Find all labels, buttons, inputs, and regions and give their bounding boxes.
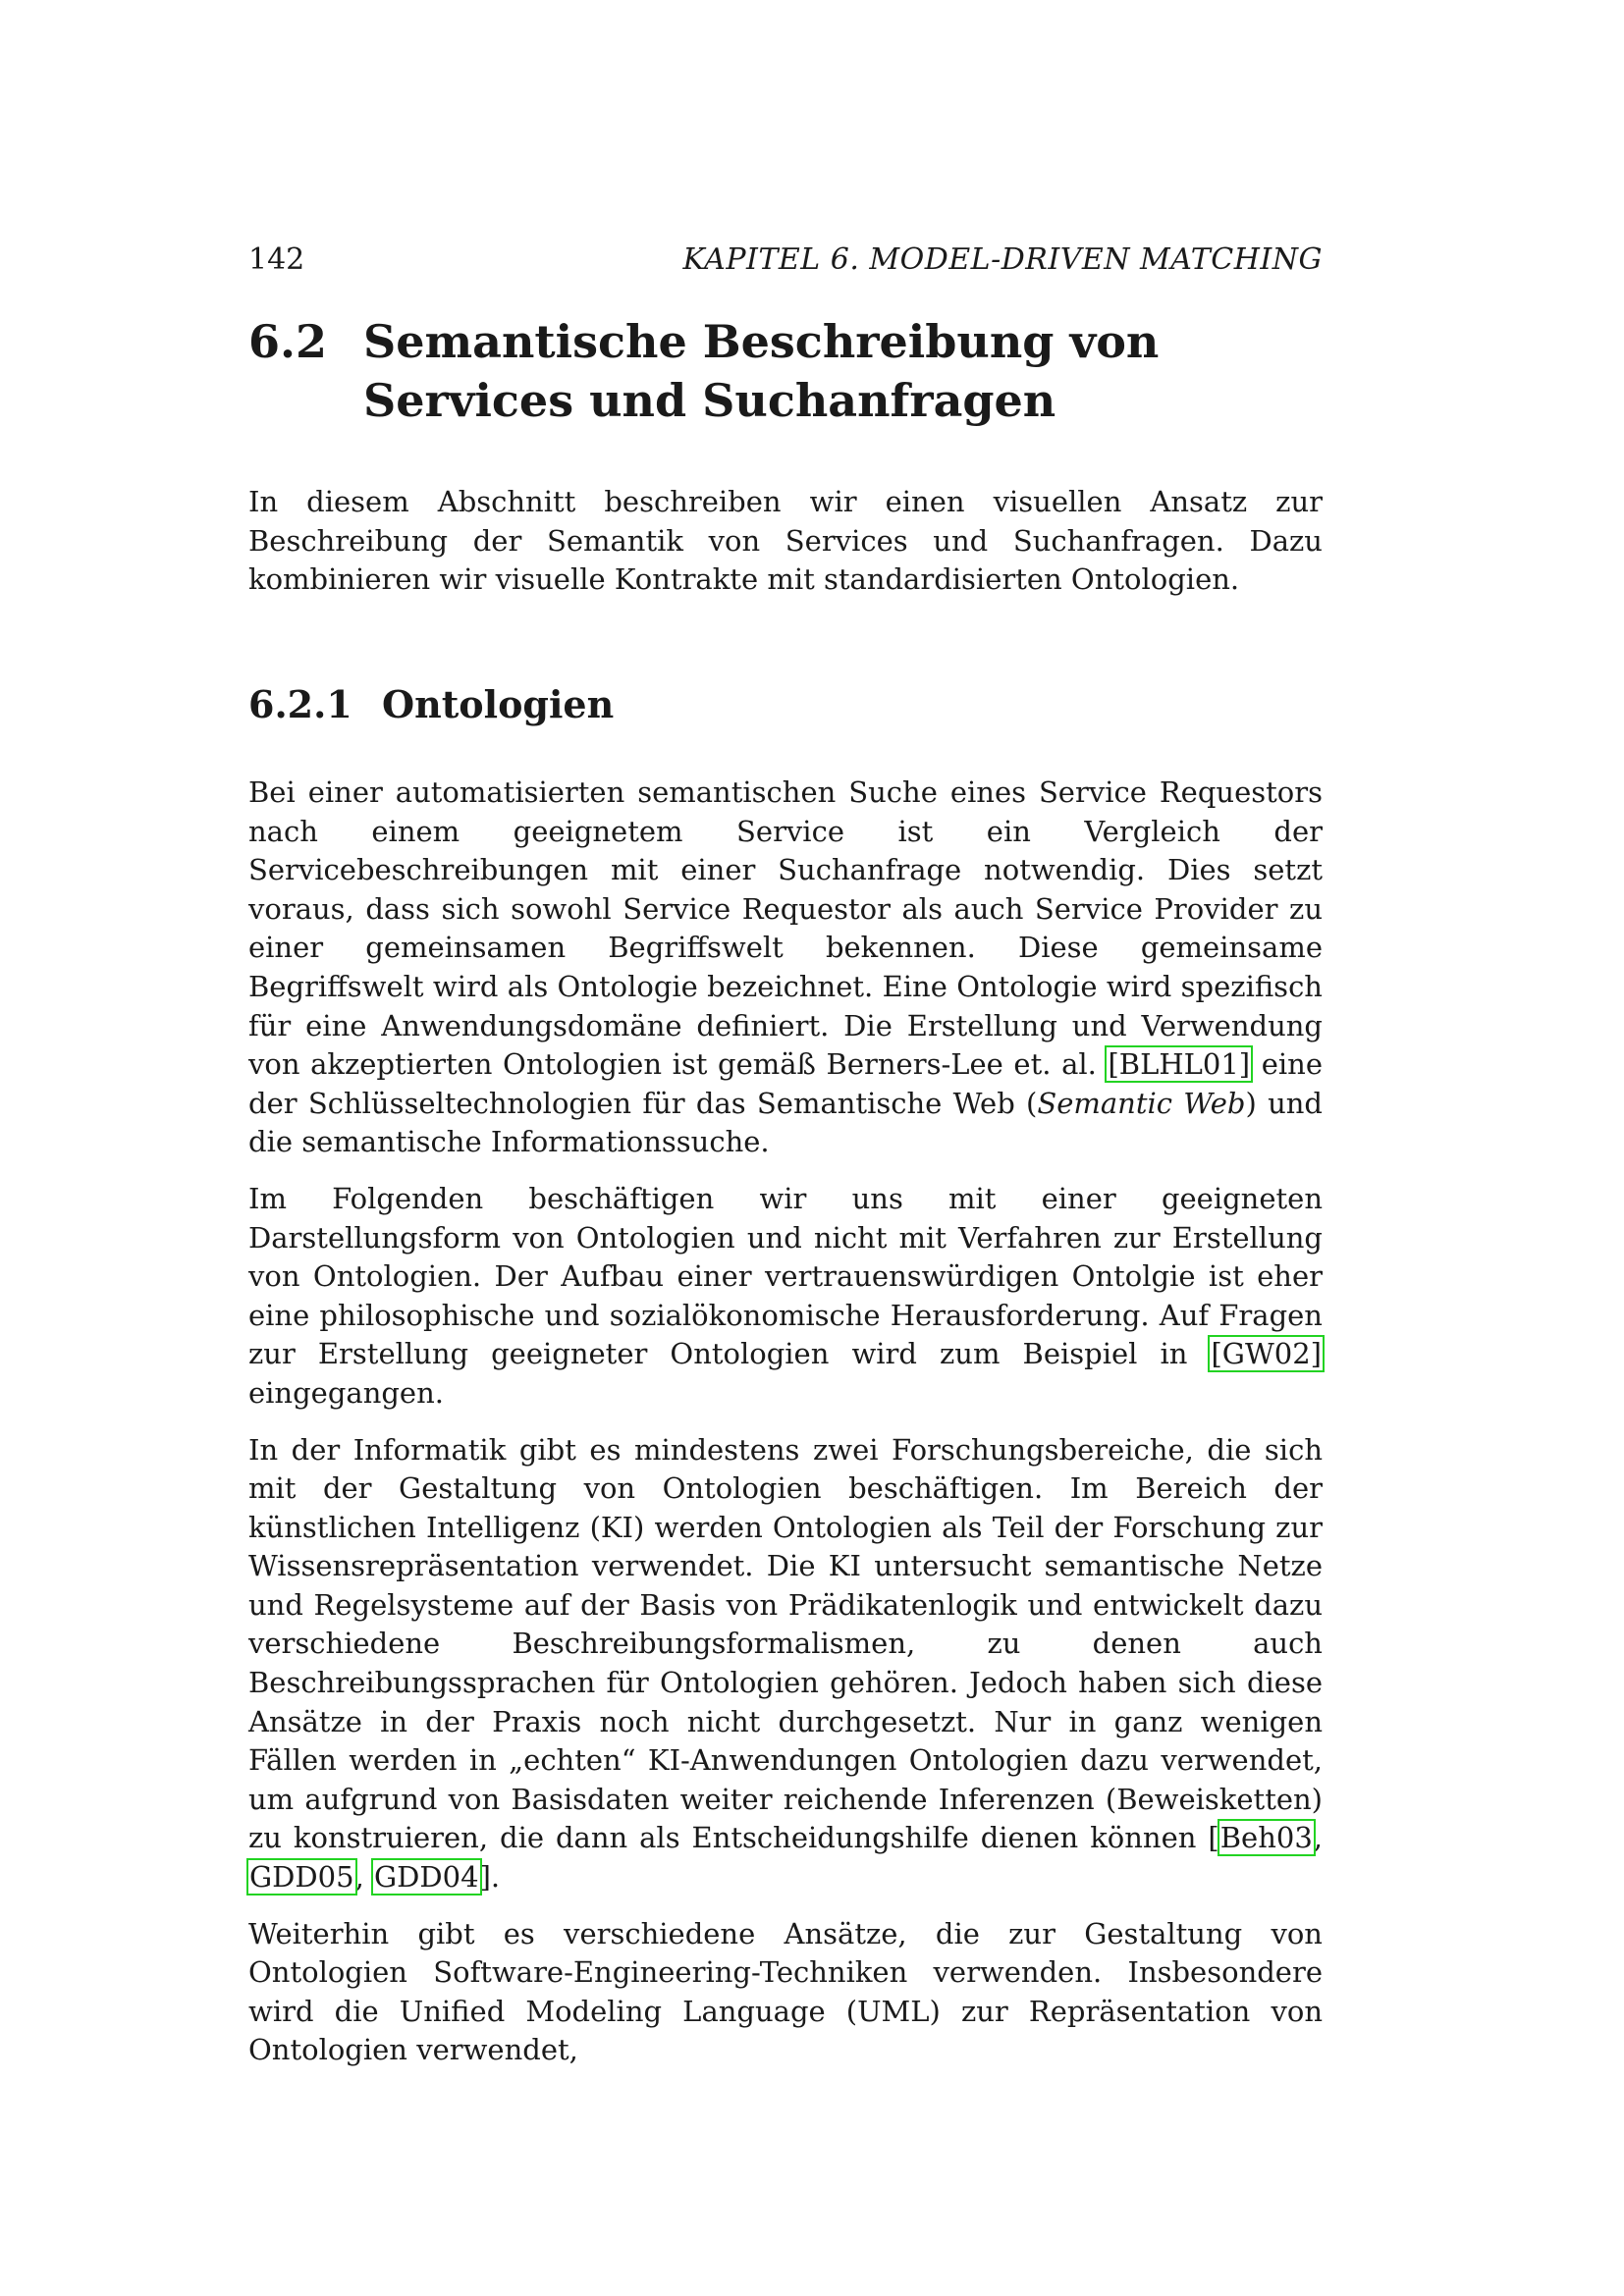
running-head (248, 240, 1323, 280)
citation-link[interactable]: [BLHL01] (1108, 1047, 1251, 1082)
citation-link[interactable]: [GW02] (1211, 1337, 1322, 1371)
section-title: Semantische Beschreibung von Services und Suchanfragen (363, 315, 1160, 427)
section-intro (248, 483, 1323, 617)
section-number: 6.2 (248, 315, 328, 368)
citation-separator: , (354, 1860, 374, 1895)
paragraph-text: Weiterhin gibt es verschiedene Ansätze, die zur Gestaltung von Ontologien Software-Engineering-Techniken verwenden. Insbesondere wird die Unified Modeling Language (UML) zur Repräsentation von Ontologien verwendet, (248, 1916, 1323, 2067)
citation-link[interactable]: GDD05 (249, 1860, 354, 1895)
citation-link[interactable]: GDD04 (374, 1860, 479, 1895)
paragraph-2 (248, 1180, 1323, 1414)
paragraph-text: In der Informatik gibt es mindestens zwei Forschungsbereiche, die sich mit der Gestaltung von Ontologien beschäftigen. Im Bereich der künstlichen Intelligenz (KI) werden Ontologien als Teil der Forschung zur Wissensrepräsentation verwendet. Die KI untersucht semantische Netze und Regelsysteme auf der Basis von Prädikatenlogik und entwickelt dazu verschiedene Beschreibungsformalismen, zu denen auch Beschreibungssprachen für Ontologien gehören. Jedoch haben sich diese Ansätze in der Praxis noch nicht durchgesetzt. Nur in ganz wenigen Fällen werden in „echten“ KI-Anwendungen Ontologien dazu verwendet, um aufgrund von Basisdaten weiter reichende Inferenzen (Beweisketten) zu konstruieren, die dann als Entscheidungshilfe dienen können (248, 1432, 1323, 1855)
paragraph-4 (248, 1915, 1323, 2070)
paragraph-text: Im Folgenden beschäftigen wir uns mit einer geeigneten Darstellungsform von Ontologien und nicht mit Verfahren zur Erstellung von Ontologien. Der Aufbau einer vertrauenswürdigen Ontolgie ist eher eine philosophische und sozialökonomische Herausforderung. Auf Fragen zur Erstellung geeigneter Ontologien wird zum Beispiel in (248, 1181, 1323, 1371)
citation-bracket: ] (479, 1860, 491, 1895)
citation-bracket: [ (1208, 1821, 1219, 1855)
paragraph-text: ) und die semantische Informationssuche. (248, 1086, 1323, 1159)
paragraph-3 (248, 1431, 1323, 1897)
paragraph-1 (248, 774, 1323, 1162)
paragraph-text: eingegangen. (248, 1375, 444, 1410)
page-number: 142 (248, 242, 305, 277)
intro-paragraph: In diesem Abschnitt beschreiben wir einen visuellen Ansatz zur Beschreibung der Semantik von Services und Suchanfragen. Dazu kombinieren wir visuelle Kontrakte mit standardisierten Ontologien. (248, 485, 1323, 597)
citation-link[interactable]: Beh03 (1219, 1821, 1313, 1855)
paragraph-text: . (490, 1860, 501, 1895)
citation-separator: , (1313, 1821, 1323, 1855)
paragraph-text: eine der Schlüsseltechnologien für das Semantische Web ( (248, 1047, 1324, 1120)
body-text (248, 774, 1323, 2088)
paragraph-text: Bei einer automatisierten semantischen Suche eines Service Requestors nach einem geeignetem Service ist ein Vergleich der Servicebeschreibungen mit einer Suchanfrage notwendig. Dies setzt voraus, dass sich sowohl Service Requestor als auch Service Provider zu einer gemeinsamen Begriffswelt bekennen. Diese gemeinsame Begriffswelt wird als Ontologie bezeichnet. Eine Ontologie wird spezifisch für eine Anwendungsdomäne definiert. Die Erstellung und Verwendung von akzeptierten Ontologien ist gemäß Berners-Lee et. al. (248, 775, 1323, 1082)
emphasis-text: Semantic Web (1037, 1086, 1246, 1120)
running-head-chapter: KAPITEL 6. MODEL-DRIVEN MATCHING (682, 242, 1323, 277)
subsection-number: 6.2.1 (248, 682, 352, 726)
subsection-title: Ontologien (382, 682, 615, 726)
